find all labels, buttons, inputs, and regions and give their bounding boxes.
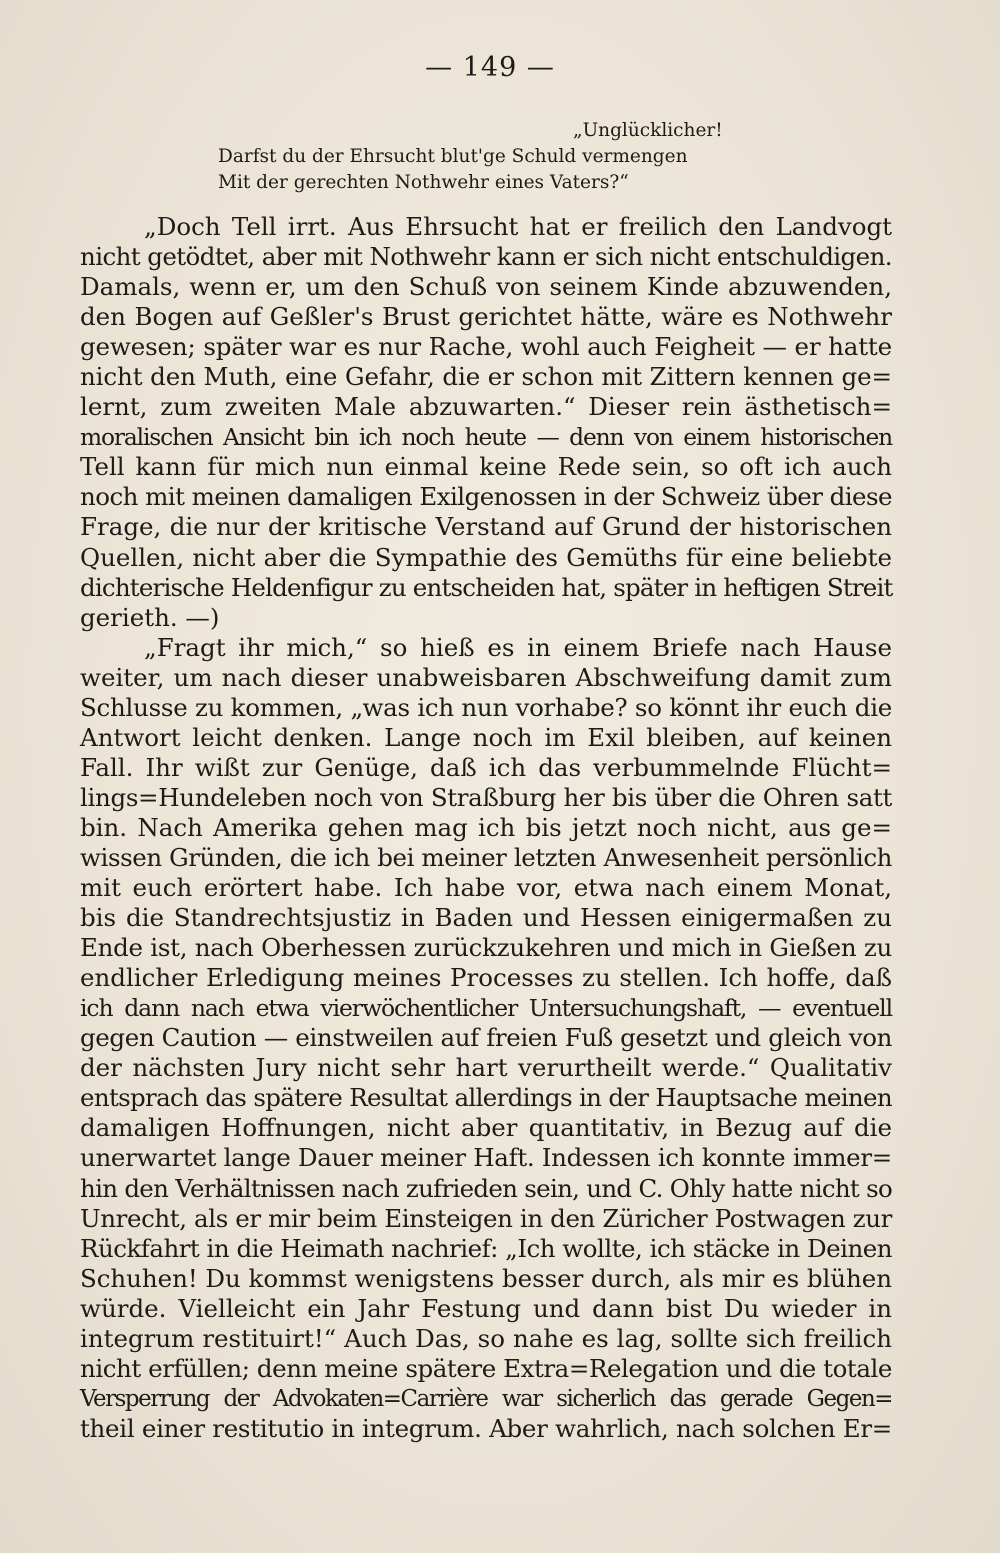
text-line: würde. Vielleicht ein Jahr Festung und dann bist Du wieder in bbox=[80, 1293, 892, 1323]
text-line: Frage, die nur der kritische Verstand auf Grund der historischen bbox=[80, 512, 892, 542]
text-line: damaligen Hoffnungen, nicht aber quantitativ, in Bezug auf die bbox=[80, 1113, 892, 1143]
body-text bbox=[80, 212, 892, 1444]
text-line: endlicher Erledigung meines Processes zu stellen. Ich hoffe, daß bbox=[80, 963, 892, 993]
text-line: lernt, zum zweiten Male abzuwarten.“ Dieser rein ästhetisch= bbox=[80, 392, 892, 422]
text-line: „Doch Tell irrt. Aus Ehrsucht hat er freilich den Landvogt bbox=[144, 212, 892, 241]
text-line: unerwartet lange Dauer meiner Haft. Indessen ich konnte immer= bbox=[80, 1143, 892, 1173]
text-line: integrum restituirt!“ Auch Das, so nahe es lag, sollte sich freilich bbox=[80, 1323, 892, 1353]
text-line: gerieth. —) bbox=[80, 602, 220, 632]
text-line: moralischen Ansicht bin ich noch heute — denn von einem historischen bbox=[80, 423, 892, 452]
verse-quote bbox=[218, 118, 758, 196]
text-line: nicht erfüllen; denn meine spätere Extra=Relegation und die totale bbox=[80, 1353, 892, 1383]
text-line: Ende ist, nach Oberhessen zurückzukehren und mich in Gießen zu bbox=[80, 933, 892, 963]
text-line: hin den Verhältnissen nach zufrieden sein, und C. Ohly hatte nicht so bbox=[80, 1173, 892, 1203]
text-line: Schuhen! Du kommst wenigstens besser durch, als mir es blühen bbox=[80, 1263, 893, 1293]
text-line: gewesen; später war es nur Rache, wohl auch Feigheit — er hatte bbox=[80, 332, 892, 362]
text-line: Fall. Ihr wißt zur Genüge, daß ich das verbummelnde Flücht= bbox=[80, 752, 892, 782]
text-line: Quellen, nicht aber die Sympathie des Gemüths für eine beliebte bbox=[80, 542, 892, 572]
quote-line: „Unglücklicher! bbox=[573, 120, 723, 141]
text-line: Versperrung der Advokaten=Carrière war sicherlich das gerade Gegen= bbox=[80, 1385, 892, 1412]
text-line: dichterische Heldenfigur zu entscheiden hat, später in heftigen Streit bbox=[80, 572, 893, 602]
text-line: der nächsten Jury nicht sehr hart verurtheilt werde.“ Qualitativ bbox=[80, 1053, 892, 1083]
text-line: entsprach das spätere Resultat allerdings in der Hauptsache meinen bbox=[80, 1083, 892, 1113]
text-line: nicht den Muth, eine Gefahr, die er schon mit Zittern kennen ge= bbox=[80, 362, 892, 392]
text-line: theil einer restitutio in integrum. Aber wahrlich, nach solchen Er= bbox=[80, 1413, 893, 1443]
text-line: den Bogen auf Geßler's Brust gerichtet hätte, wäre es Nothwehr bbox=[80, 302, 892, 332]
text-line: noch mit meinen damaligen Exilgenossen in der Schweiz über diese bbox=[80, 482, 892, 512]
text-line: weiter, um nach dieser unabweisbaren Abschweifung damit zum bbox=[80, 662, 892, 692]
text-line: Tell kann für mich nun einmal keine Rede sein, so oft ich auch bbox=[80, 452, 892, 482]
text-line: mit euch erörtert habe. Ich habe vor, etwa nach einem Monat, bbox=[80, 873, 892, 903]
text-line: ich dann nach etwa vierwöchentlicher Untersuchungshaft, — eventuell bbox=[80, 994, 892, 1023]
quote-line: Mit der gerechten Nothwehr eines Vaters?“ bbox=[218, 172, 629, 193]
text-line: bin. Nach Amerika gehen mag ich bis jetzt noch nicht, aus ge= bbox=[80, 812, 892, 842]
text-line: Unrecht, als er mir beim Einsteigen in den Züricher Postwagen zur bbox=[80, 1203, 892, 1233]
text-line: Antwort leicht denken. Lange noch im Exil bleiben, auf keinen bbox=[80, 722, 892, 752]
quote-line: Darfst du der Ehrsucht blut'ge Schuld vermengen bbox=[218, 146, 688, 167]
text-line: gegen Caution — einstweilen auf freien Fuß gesetzt und gleich von bbox=[80, 1023, 892, 1053]
text-line: Schlusse zu kommen, „was ich nun vorhabe? so könnt ihr euch die bbox=[80, 692, 892, 722]
page-number: — 149 — bbox=[425, 52, 555, 83]
text-line: „Fragt ihr mich,“ so hieß es in einem Briefe nach Hause bbox=[144, 632, 892, 662]
text-line: lings=Hundeleben noch von Straßburg her bis über die Ohren satt bbox=[80, 782, 892, 812]
text-line: wissen Gründen, die ich bei meiner letzten Anwesenheit persönlich bbox=[80, 842, 892, 872]
text-line: Damals, wenn er, um den Schuß von seinem Kinde abzuwenden, bbox=[80, 272, 892, 302]
text-line: bis die Standrechtsjustiz in Baden und Hessen einigermaßen zu bbox=[80, 903, 892, 933]
text-line: Rückfahrt in die Heimath nachrief: „Ich wollte, ich stäcke in Deinen bbox=[80, 1233, 892, 1263]
text-line: nicht getödtet, aber mit Nothwehr kann er sich nicht entschuldigen. bbox=[80, 242, 892, 272]
